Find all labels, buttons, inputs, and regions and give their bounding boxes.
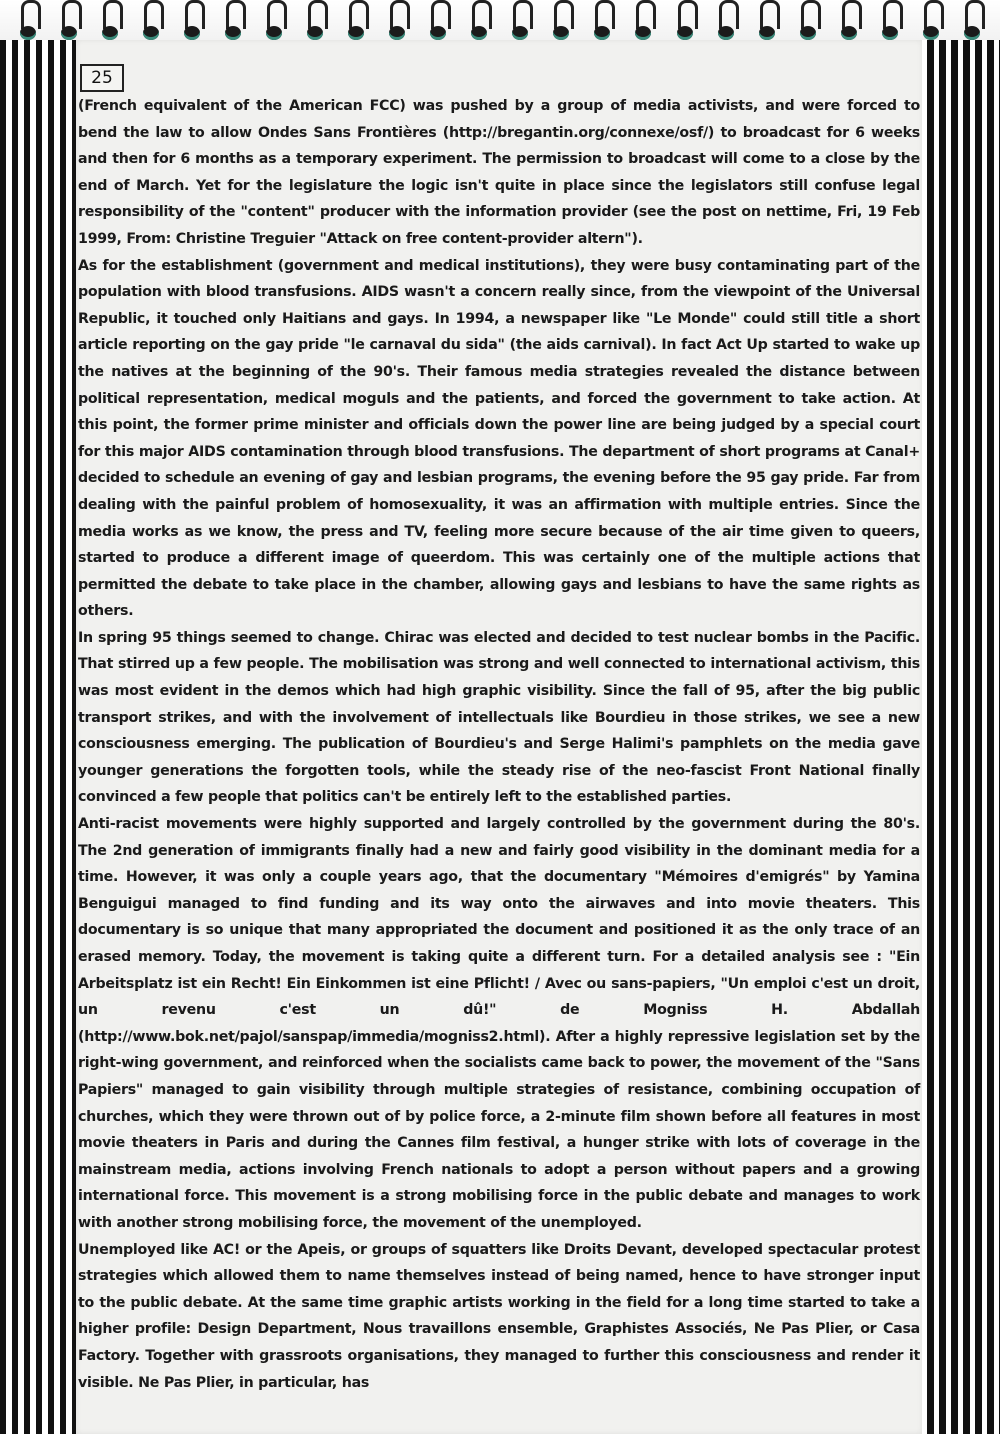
spiral-ring-icon xyxy=(346,0,366,44)
page-number: 25 xyxy=(80,64,124,92)
spiral-ring-icon xyxy=(798,0,818,44)
body-text xyxy=(78,93,920,1396)
spiral-ring-icon xyxy=(141,0,161,44)
spiral-ring-icon xyxy=(264,0,284,44)
spiral-ring-icon xyxy=(962,0,982,44)
spiral-ring-icon xyxy=(428,0,448,44)
spiral-ring-icon xyxy=(921,0,941,44)
spiral-ring-icon xyxy=(592,0,612,44)
spiral-ring-icon xyxy=(59,0,79,44)
spiral-ring-icon xyxy=(633,0,653,44)
left-stripe-border xyxy=(0,0,76,1434)
spiral-ring-icon xyxy=(469,0,489,44)
spiral-ring-icon xyxy=(757,0,777,44)
spiral-ring-icon xyxy=(223,0,243,44)
paragraph: In spring 95 things seemed to change. Chirac was elected and decided to test nuclear bombs in the Pacific. That stirred up a few people. The mobilisation was strong and well connected to international activism, this was most evident in the demos which had high graphic visibility. Since the fall of 95, after the big public transport strikes, and with the involvement of intellectuals like Bourdieu in those strikes, we see a new consciousness emerging. The publication of Bourdieu's and Serge Halimi's pamphlets on the media gave younger generations the forgotten tools, while the steady rise of the neo-fascist Front National finally convinced a few people that politics can't be entirely left to the established parties. xyxy=(78,629,920,806)
spiral-ring-icon xyxy=(880,0,900,44)
paragraph: Unemployed like AC! or the Apeis, or groups of squatters like Droits Devant, developed spectacular protest strategies which allowed them to name themselves instead of being named, hence to have stronger input to the public debate. At the same time graphic artists working in the field for a long time started to take a higher profile: Design Department, Nous travaillons ensemble, Graphistes Associés, Ne Pas Plier, or Casa Factory. Together with grassroots organisations, they managed to further this consciousness and render it visible. Ne Pas Plier, in particular, has xyxy=(78,1241,920,1391)
spiral-ring-icon xyxy=(387,0,407,44)
spiral-ring-icon xyxy=(510,0,530,44)
spiral-ring-icon xyxy=(551,0,571,44)
spiral-ring-icon xyxy=(305,0,325,44)
spiral-ring-icon xyxy=(182,0,202,44)
spiral-ring-icon xyxy=(716,0,736,44)
paragraph: (French equivalent of the American FCC) was pushed by a group of media activists, and were forced to bend the law to allow Ondes Sans Frontières (http://bregantin.org/connexe/osf/) to broadcast for 6 weeks and then for 6 months as a temporary experiment. The permission to broadcast will come to a close by the end of March. Yet for the legislature the logic isn't quite in place since the legislators still confuse legal responsibility of the "content" producer with the information provider (see the post on nettime, Fri, 19 Feb 1999, From: Christine Treguier "Attack on free content-provider altern"). xyxy=(78,98,920,247)
paragraph: Anti-racist movements were highly supported and largely controlled by the government during the 80's. The 2nd generation of immigrants finally had a new and fairly good visibility in the dominant media for a time. However, it was only a couple years ago, that the documentary "Mémoires d'emigrés" by Yamina Benguigui managed to find funding and its way onto the airwaves and into movie theaters. This documentary is so unique that many appropriated the document and positioned it as the only trace of an erased memory. Today, the movement is taking quite a different turn. For a detailed analysis see : "Ein Arbeitsplatz ist ein Recht! Ein Einkommen ist eine Pflicht! / Avec ou sans-papiers, "Un emploi c'est un droit, un revenu c'est un dû!" de Mogniss H. Abdallah (http://www.bok.net/pajol/sanspap/immedia/mogniss2.html). After a highly repressive legislation set by the right-wing government, and reinforced when the socialists came back to power, the movement of the "Sans Papiers" managed to gain visibility through multiple strategies of resistance, combining occupation of churches, which they were thrown out of by police force, a 2-minute film shown before all features in most movie theaters in Paris and during the Cannes film festival, a hunger strike with lots of coverage in the mainstream media, actions involving French nationals to adopt a person without papers and a growing international force. This movement is a strong mobilising force in the public debate and manages to work with another strong mobilising force, the movement of the unemployed. xyxy=(78,816,920,1231)
spiral-ring-icon xyxy=(18,0,38,44)
right-stripe-border xyxy=(922,0,1000,1434)
spiral-ring-icon xyxy=(839,0,859,44)
spiral-ring-icon xyxy=(100,0,120,44)
paragraph: As for the establishment (government and medical institutions), they were busy contaminating part of the population with blood transfusions. AIDS wasn't a concern really since, from the viewpoint of the Universal Republic, it touched only Haitians and gays. In 1994, a newspaper like "Le Monde" could still title a short article reporting on the gay pride "le carnaval du sida" (the aids carnival). In fact Act Up started to wake up the natives at the beginning of the 90's. Their famous media strategies revealed the distance between political representation, medical moguls and the patients, and forced the government to take action. At this point, the former prime minister and officials down the power line are being judged by a special court for this major AIDS contamination through blood transfusions. The department of short programs at Canal+ decided to schedule an evening of gay and lesbian programs, the evening before the 95 gay pride. Far from dealing with the painful problem of homosexuality, it was an affirmation with multiple entries. Since the media works as we know, the press and TV, feeling more secure because of the air time given to queers, started to produce a different image of queerdom. This was certainly one of the multiple actions that permitted the debate to take place in the chamber, allowing gays and lesbians to have the same rights as others. xyxy=(78,257,920,620)
spiral-ring-icon xyxy=(675,0,695,44)
